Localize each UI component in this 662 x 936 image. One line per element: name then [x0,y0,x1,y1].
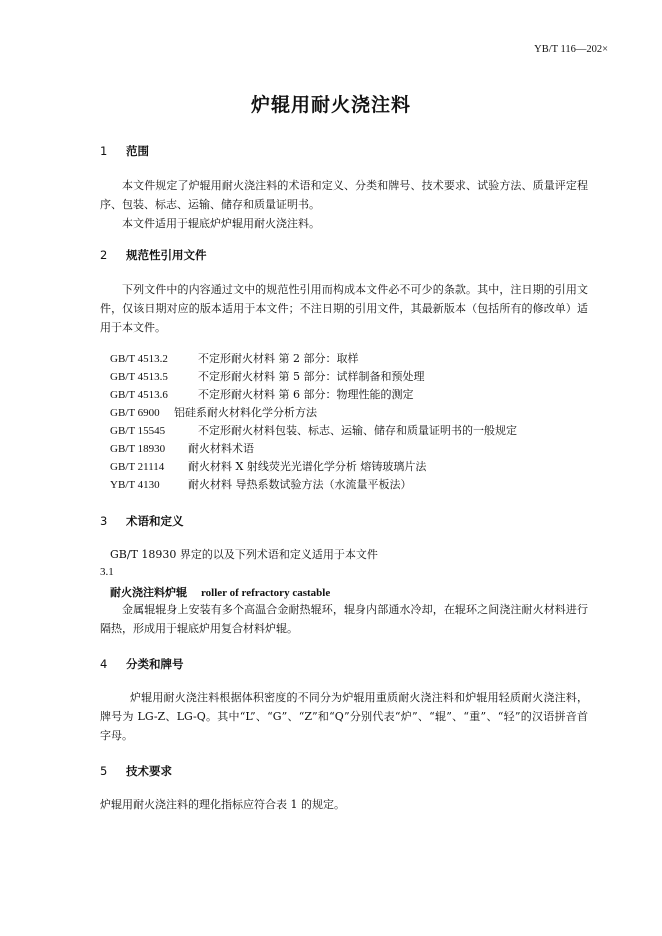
document-code: YB/T 116—202× [534,44,608,55]
section-heading-classification [100,656,184,672]
terms-intro: GB/T 18930 界定的以及下列术语和定义适用于本文件 [110,548,378,561]
section-title: 技术要求 [126,764,173,778]
section-number: 2 [100,248,108,262]
reference-title: 不定形耐火材料包装、标志、运输、储存和质量证明书的一般规定 [198,424,517,437]
reference-title: 不定形耐火材料 第 5 部分：试样制备和预处理 [198,370,425,383]
reference-code: GB/T 4513.2 [110,353,168,365]
reference-code: GB/T 21114 [110,461,165,473]
term-heading [110,584,330,600]
term-number: 3.1 [100,566,114,578]
reference-code: GB/T 4513.5 [110,371,168,383]
reference-item [110,422,517,440]
reference-list [110,350,517,494]
term-definition: 金属辊辊身上安装有多个高温合金耐热辊环，辊身内部通水冷却，在辊环之间浇注耐火材料进行隔热，形成用于辊底炉用复合材料炉辊。 [100,603,588,635]
reference-item [110,368,517,386]
section-number: 3 [100,514,108,528]
section-number: 5 [100,764,108,778]
normative-intro: 下列文件中的内容通过文中的规范性引用而构成本文件必不可少的条款。其中，注日期的引用文件，仅该日期对应的版本适用于本文件；不注日期的引用文件，其最新版本（包括所有的修改单）适用于本文件。 [100,283,588,334]
reference-item [110,350,517,368]
section-heading-scope [100,143,149,159]
reference-code: GB/T 4513.6 [110,389,168,401]
reference-code: YB/T 4130 [110,479,160,491]
reference-title: 耐火材料 导热系数试验方法（水流量平板法） [188,478,412,491]
scope-paragraph-1: 本文件规定了炉辊用耐火浇注料的术语和定义、分类和牌号、技术要求、试验方法、质量评定程序、包装、标志、运输、储存和质量证明书。 [100,179,588,211]
reference-item [110,440,517,458]
document-title: 炉辊用耐火浇注料 [250,94,411,116]
classification-paragraph: 炉辊用耐火浇注料根据体积密度的不同分为炉辊用重质耐火浇注料和炉辊用轻质耐火浇注料，牌号为 LG-Z、LG-Q。其中“L”、“G”、“Z”和“Q”分别代表“炉”、“辊”、“重”、“轻”的汉语拼音首字母。 [100,691,588,742]
section-title: 术语和定义 [126,514,184,528]
section-title: 范围 [126,144,150,158]
section-title: 分类和牌号 [126,657,184,671]
reference-item [110,404,517,422]
reference-code: GB/T 18930 [110,443,166,455]
reference-title: 耐火材料 X 射线荧光光谱化学分析 熔铸玻璃片法 [188,460,427,473]
reference-title: 铝硅系耐火材料化学分析方法 [174,406,317,419]
reference-code: GB/T 15545 [110,425,166,437]
scope-paragraph-2: 本文件适用于辊底炉炉辊用耐火浇注料。 [122,217,320,230]
term-english: roller of refractory castable [201,587,331,599]
section-title: 规范性引用文件 [126,248,207,262]
term-chinese: 耐火浇注料炉辊 [110,586,187,599]
reference-item [110,476,517,494]
section-heading-normative [100,247,207,263]
section-heading-requirements [100,763,172,779]
reference-item [110,386,517,404]
section-number: 1 [100,144,108,158]
reference-title: 不定形耐火材料 第 2 部分：取样 [198,352,359,365]
reference-title: 耐火材料术语 [188,442,254,455]
section-number: 4 [100,657,108,671]
reference-title: 不定形耐火材料 第 6 部分：物理性能的测定 [198,388,414,401]
section-heading-terms [100,513,184,529]
reference-item [110,458,517,476]
reference-code: GB/T 6900 [110,407,160,419]
requirements-paragraph: 炉辊用耐火浇注料的理化指标应符合表 1 的规定。 [100,798,345,811]
